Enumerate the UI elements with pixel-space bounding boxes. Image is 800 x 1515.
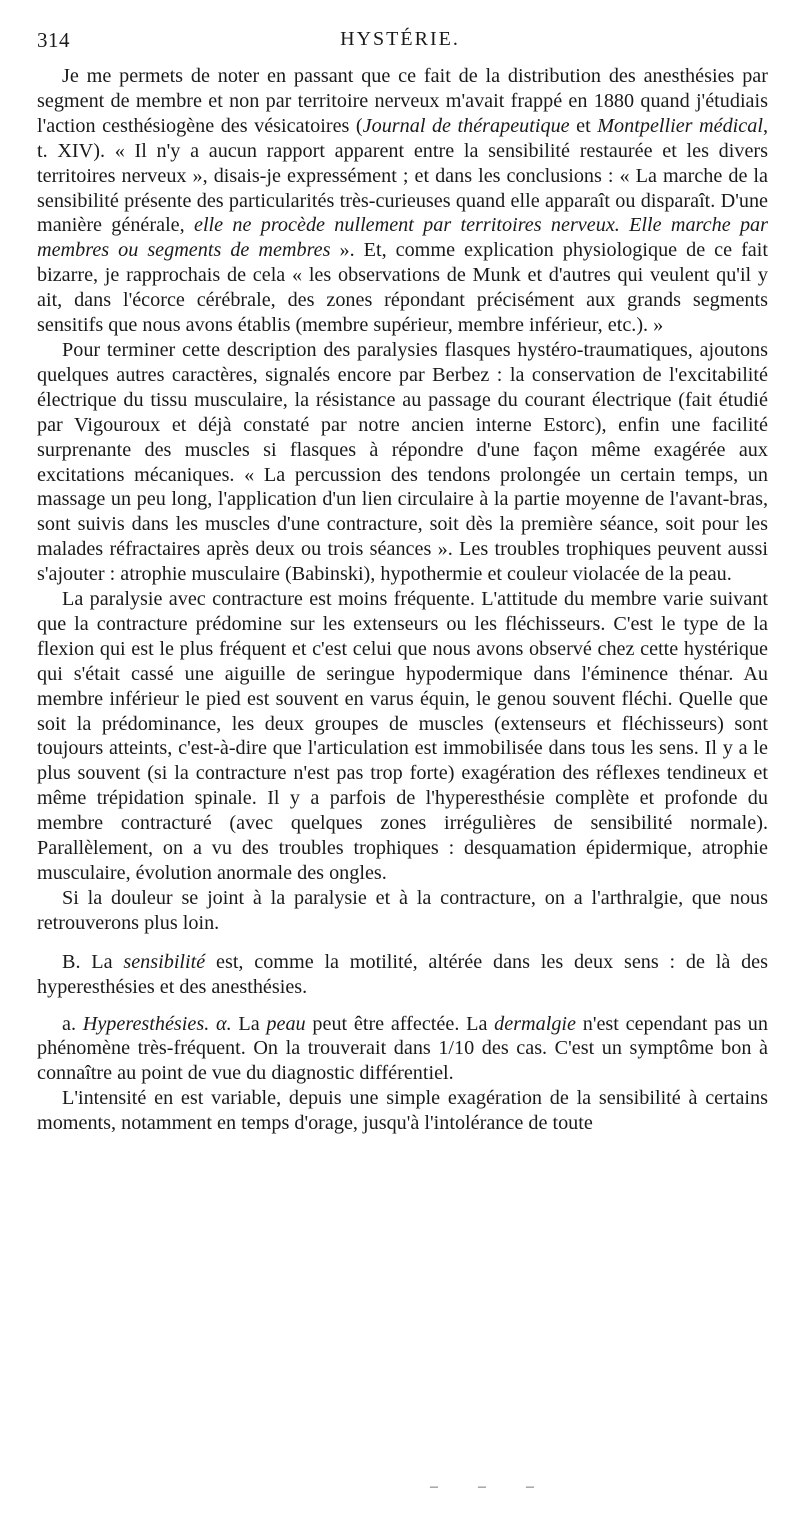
italic-run: Journal de thérapeutique	[362, 114, 570, 137]
text-run: La	[231, 1012, 267, 1035]
paragraph	[37, 886, 768, 936]
body-text	[37, 64, 768, 1136]
italic-run: peau	[266, 1012, 306, 1035]
italic-run: elle ne procède nullement par territoires nerveux. Elle marche par membres ou segments de membres	[37, 214, 769, 262]
text-run: B. La	[62, 950, 124, 973]
text-run: et	[569, 114, 598, 137]
italic-run: Montpellier médical	[597, 114, 763, 137]
text-run: ». Et, comme explication physiologique de ce fait bizarre, je rapprochais de cela « les observations de Munk et d'autres qui veulent qu'il y ait, dans l'écorce cérébrale, des zones répondant précisément aux grands segments sensitifs que nous avons établis (membre supérieur, membre inférieur, etc.). »	[37, 239, 768, 337]
paragraph	[37, 587, 768, 886]
bottom-marks: – – –	[430, 1478, 552, 1495]
text-run: a.	[62, 1012, 83, 1035]
italic-run: dermalgie	[494, 1012, 576, 1035]
running-title: HYSTÉRIE.	[340, 28, 460, 50]
text-run: Je me permets de noter en passant que ce fait de la distribution des anesthésies par segment de membre et non par territoire nerveux m'avait frappé en 1880 quand j'étudiais l'action cesthésiogène des vésicatoires (	[37, 65, 768, 137]
page-number: 314	[37, 28, 70, 52]
paragraph	[37, 1012, 768, 1087]
text-run: La paralysie avec contracture est moins fréquente. L'attitude du membre varie suivant que la contracture prédomine sur les extenseurs ou les fléchisseurs. C'est le type de la flexion qui est le plus fréquent et c'est celui que nous avons observé chez cette hystérique qui s'était cassé une aiguille de seringue hypodermique dans l'éminence thénar. Au membre inférieur le pied est souvent en varus équin, le genou souvent fléchi. Quelle que soit la prédominance, les deux groupes de muscles (extenseurs et fléchisseurs) sont toujours atteints, c'est-à-dire que l'articulation est immobilisée dans tous les sens. Il y a le plus souvent (si la contracture n'est pas trop forte) exagération des réflexes tendineux et même trépidation spinale. Il y a parfois de l'hyperesthésie complète et profonde du membre contracturé (avec quelques zones irrégulières de sensibilité normale). Parallèlement, on a vu des troubles trophiques : desquamation épidermique, atrophie musculaire, évolution anormale des ongles.	[37, 588, 768, 884]
text-run: , t. XIV). « Il n'y a aucun rapport apparent entre la sensibilité restaurée et les divers territoires nerveux », disais-je expressément ; et dans les conclusions : « La marche de la sensibilité présente des particularités très-curieuses quand elle apparaît ou disparaît. D'une manière générale,	[37, 114, 769, 237]
paragraph	[37, 950, 768, 1000]
text-run	[209, 1013, 216, 1035]
text-run: Si la douleur se joint à la paralysie et à la contracture, on a l'arthralgie, que nous retrouverons plus loin.	[37, 886, 768, 934]
text-run: Pour terminer cette description des paralysies flasques hystéro-traumatiques, ajoutons quelques autres caractères, signalés encore par Berbez : la conservation de l'excitabilité électrique du tissu musculaire, la résistance au passage du courant électrique (fait étudié par Vigouroux et déjà constaté par notre ancien interne Estorc), enfin une facilité surprenante des muscles si flasques à répondre d'une façon même exagérée aux excitations mécaniques. « La percussion des tendons prolongée un certain temps, un massage un peu long, l'application d'un lien circulaire à la partie moyenne de l'avant-bras, sont suivis dans les muscles d'une contracture, soit dès la première séance, soit pour les malades réfractaires après deux ou trois séances ». Les troubles trophiques peuvent aussi s'ajouter : atrophie musculaire (Babinski), hypothermie et couleur violacée de la peau.	[37, 338, 768, 586]
paragraph	[37, 64, 768, 338]
paragraph	[37, 1086, 768, 1136]
text-run: L'intensité en est variable, depuis une simple exagération de la sensibilité à certains moments, notamment en temps d'orage, jusqu'à l'intolérance de toute	[37, 1087, 768, 1135]
italic-run: sensibilité	[123, 950, 206, 973]
italic-run: α.	[216, 1012, 232, 1035]
text-run: peut être affectée. La	[305, 1012, 495, 1035]
italic-run: Hyperesthésies.	[82, 1012, 210, 1035]
text-run: n'est cependant pas un phénomène très-fréquent. On la trouverait dans 1/10 des cas. C'est un symptôme bon à connaître au point de vue du diagnostic différentiel.	[37, 1012, 768, 1085]
paragraph	[37, 338, 768, 587]
page-header	[0, 28, 800, 56]
text-run: est, comme la motilité, altérée dans les deux sens : de là des hyperesthésies et des anesthésies.	[37, 950, 768, 998]
